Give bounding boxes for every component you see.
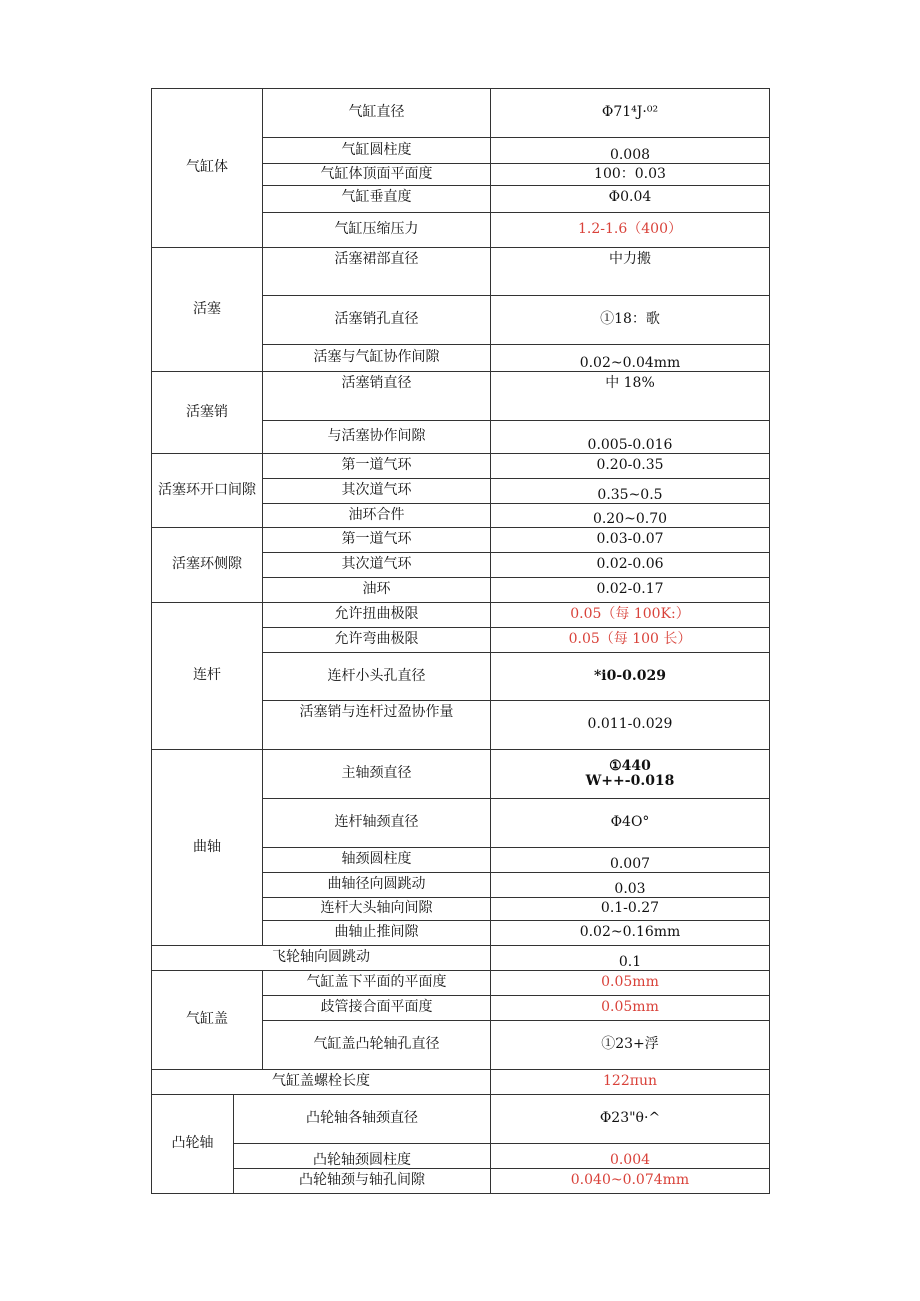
item-value: *i0-0.029 [491, 653, 770, 701]
item-label: 气缸压缩压力 [263, 213, 491, 248]
item-value: 100：0.03 [491, 164, 770, 186]
item-label: 凸轮轴颈与轴孔间隙 [234, 1169, 491, 1194]
item-label: 连杆小头孔直径 [263, 653, 491, 701]
item-label: 活塞销直径 [263, 372, 491, 421]
item-value: Φ4O° [491, 799, 770, 848]
group-label: 活塞销 [152, 372, 263, 454]
item-value: 0.02~0.16mm [491, 921, 770, 946]
item-label: 允许弯曲极限 [263, 628, 491, 653]
item-value: 0.20~0.70 [491, 504, 770, 528]
item-label: 活塞裙部直径 [263, 248, 491, 296]
value-line: W++-0.018 [585, 773, 675, 789]
item-label: 曲轴止推间隙 [263, 921, 491, 946]
item-label: 活塞与气缸协作间隙 [263, 345, 491, 372]
table-row [152, 750, 770, 799]
item-value: 0.05mm [491, 971, 770, 996]
table-row [152, 454, 770, 479]
item-label: 第一道气环 [263, 528, 491, 553]
table-row [152, 971, 770, 996]
table-row [152, 946, 770, 971]
table-row [152, 248, 770, 296]
item-label: 凸轮轴颈圆柱度 [234, 1144, 491, 1169]
item-value: 0.005-0.016 [491, 421, 770, 454]
item-label: 主轴颈直径 [263, 750, 491, 799]
table-row [152, 1070, 770, 1095]
item-label: 气缸直径 [263, 89, 491, 138]
item-label: 与活塞协作间隙 [263, 421, 491, 454]
group-label: 曲轴 [152, 750, 263, 946]
item-value: 0.02-0.06 [491, 553, 770, 578]
table-row [152, 528, 770, 553]
table-row [152, 603, 770, 628]
item-value: 0.35~0.5 [491, 479, 770, 504]
item-value: 0.040~0.074mm [491, 1169, 770, 1194]
item-value: 0.20-0.35 [491, 454, 770, 479]
group-label: 活塞环开口间隙 [152, 454, 263, 528]
merged-item-label: 气缸盖螺栓长度 [152, 1070, 491, 1095]
group-label: 气缸盖 [152, 971, 263, 1070]
item-label: 其次道气环 [263, 553, 491, 578]
table-row [152, 1095, 770, 1144]
item-label: 其次道气环 [263, 479, 491, 504]
group-label: 活塞环侧隙 [152, 528, 263, 603]
item-label: 活塞销孔直径 [263, 296, 491, 345]
table-row [152, 89, 770, 138]
item-value: 0.011-0.029 [491, 701, 770, 750]
item-label: 歧管接合面平面度 [263, 996, 491, 1021]
table-row [152, 1144, 770, 1169]
item-label: 气缸盖下平面的平面度 [263, 971, 491, 996]
group-label: 气缸体 [152, 89, 263, 248]
item-value: 0.02-0.17 [491, 578, 770, 603]
item-label: 连杆大头轴向间隙 [263, 898, 491, 921]
item-label: 气缸体顶面平面度 [263, 164, 491, 186]
item-label: 油环合件 [263, 504, 491, 528]
group-label: 连杆 [152, 603, 263, 750]
item-label: 油环 [263, 578, 491, 603]
item-value: 0.05（每 100K:） [491, 603, 770, 628]
item-value: 0.03 [491, 873, 770, 898]
item-value: 122πun [491, 1070, 770, 1095]
item-value: 0.1-0.27 [491, 898, 770, 921]
item-label: 轴颈圆柱度 [263, 848, 491, 873]
item-value: 0.1 [491, 946, 770, 971]
item-label: 允许扭曲极限 [263, 603, 491, 628]
item-value: 0.02~0.04mm [491, 345, 770, 372]
item-value: 0.05（每 100 长） [491, 628, 770, 653]
merged-item-label: 飞轮轴向圆跳动 [152, 946, 491, 971]
item-label: 凸轮轴各轴颈直径 [234, 1095, 491, 1144]
item-value: 0.008 [491, 138, 770, 164]
item-value: 0.004 [491, 1144, 770, 1169]
group-label: 凸轮轴 [152, 1095, 234, 1194]
value-line: ①440 [609, 757, 651, 774]
item-value: 0.05mm [491, 996, 770, 1021]
item-label: 气缸垂直度 [263, 186, 491, 213]
item-value: Φ23"θ·^ [491, 1095, 770, 1144]
item-label: 气缸盖凸轮轴孔直径 [263, 1021, 491, 1070]
item-value: ①18：歌 [491, 296, 770, 345]
spec-table [151, 88, 770, 1194]
item-value: 0.03-0.07 [491, 528, 770, 553]
item-label: 第一道气环 [263, 454, 491, 479]
table-row [152, 372, 770, 421]
item-value [491, 750, 770, 799]
table-row [152, 1169, 770, 1194]
item-value: 0.007 [491, 848, 770, 873]
item-value: ①23+浮 [491, 1021, 770, 1070]
item-value: Φ0.04 [491, 186, 770, 213]
group-label: 活塞 [152, 248, 263, 372]
item-value: Φ71⁴J·⁰² [491, 89, 770, 138]
item-label: 气缸圆柱度 [263, 138, 491, 164]
item-label: 活塞销与连杆过盈协作量 [263, 701, 491, 750]
item-label: 曲轴径向圆跳动 [263, 873, 491, 898]
item-value: 中力搬 [491, 248, 770, 296]
item-value: 中 18% [491, 372, 770, 421]
item-value: 1.2-1.6（400） [491, 213, 770, 248]
item-label: 连杆轴颈直径 [263, 799, 491, 848]
